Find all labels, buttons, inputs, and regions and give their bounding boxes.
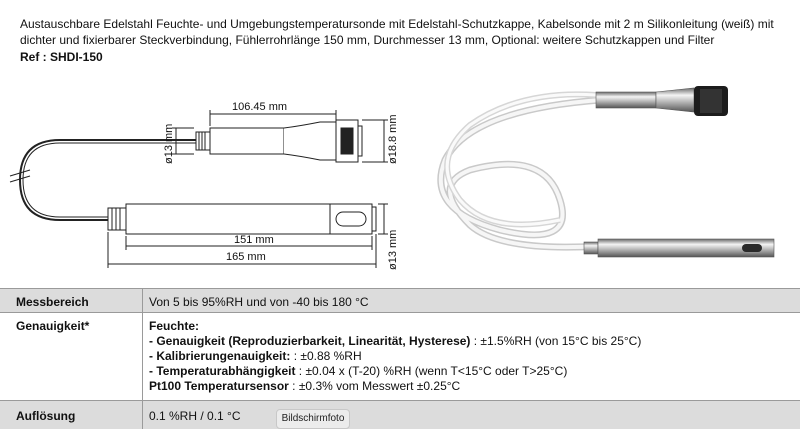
accuracy-line-3: - Temperaturabhängigkeit : ±0.04 x (T-20) %RH (wenn T<15°C oder T>25°C) (149, 364, 568, 378)
photo-top-probe-taper (656, 88, 694, 112)
spec-row-accuracy (0, 313, 800, 401)
resolution-label: Auflösung (0, 401, 143, 429)
dim-total-length: 165 mm (226, 251, 266, 263)
drawing-top-taper (284, 122, 336, 160)
screenshot-tooltip: Bildschirmfoto (276, 409, 350, 429)
accuracy-line-1: - Genauigkeit (Reproduzierbarkeit, Linearität, Hysterese) : ±1.5%RH (von 15°C bis 25°C) (149, 334, 642, 348)
product-reference: Ref : SHDI-150 (20, 50, 103, 64)
accuracy-label: Genauigkeit* (0, 313, 143, 401)
measuring-range-value: Von 5 bis 95%RH und von -40 bis 180 °C (143, 289, 800, 313)
spec-row-measuring-range (0, 289, 800, 313)
photo-bottom-fitting (584, 242, 598, 254)
product-photo (441, 86, 774, 257)
product-description: Austauschbare Edelstahl Feuchte- und Umgebungstemperatursonde mit Edelstahl-Schutzkappe, Kabelsonde mit 2 m Silikonleitung (weiß) mit dichter und fixierbarer Steckverbindung, Fühlerrohrlänge 150 mm, Durchmesser 13 mm, Optional: weitere Schutzkappen und Filter (20, 17, 774, 47)
drawing-top-connector (196, 132, 210, 150)
dim-top-diameter: ø13 mm (163, 123, 175, 164)
measuring-range-label: Messbereich (0, 289, 143, 313)
accuracy-line-4: Pt100 Temperatursensor : ±0.3% vom Messwert ±0.25°C (149, 379, 461, 393)
spec-table (0, 288, 800, 429)
product-drawing (0, 70, 800, 286)
accuracy-line-2: - Kalibrierungenauigkeit: : ±0.88 %RH (149, 349, 362, 363)
drawing-bottom-tube (126, 204, 372, 234)
dim-tube-length: 151 mm (234, 234, 274, 246)
accuracy-value (143, 313, 800, 401)
drawing-bottom-fitting (108, 208, 126, 230)
dim-top-length: 106.45 mm (232, 101, 288, 113)
spec-row-resolution (0, 401, 800, 429)
dim-head-diameter: ø18.8 mm (387, 114, 399, 164)
resolution-value: 0.1 %RH / 0.1 °C (143, 401, 800, 429)
technical-drawing (10, 110, 388, 268)
accuracy-heading: Feuchte: (149, 319, 200, 333)
dim-tube-diameter: ø13 mm (387, 229, 399, 270)
photo-top-probe-body (596, 92, 656, 108)
drawing-top-body (210, 128, 284, 154)
